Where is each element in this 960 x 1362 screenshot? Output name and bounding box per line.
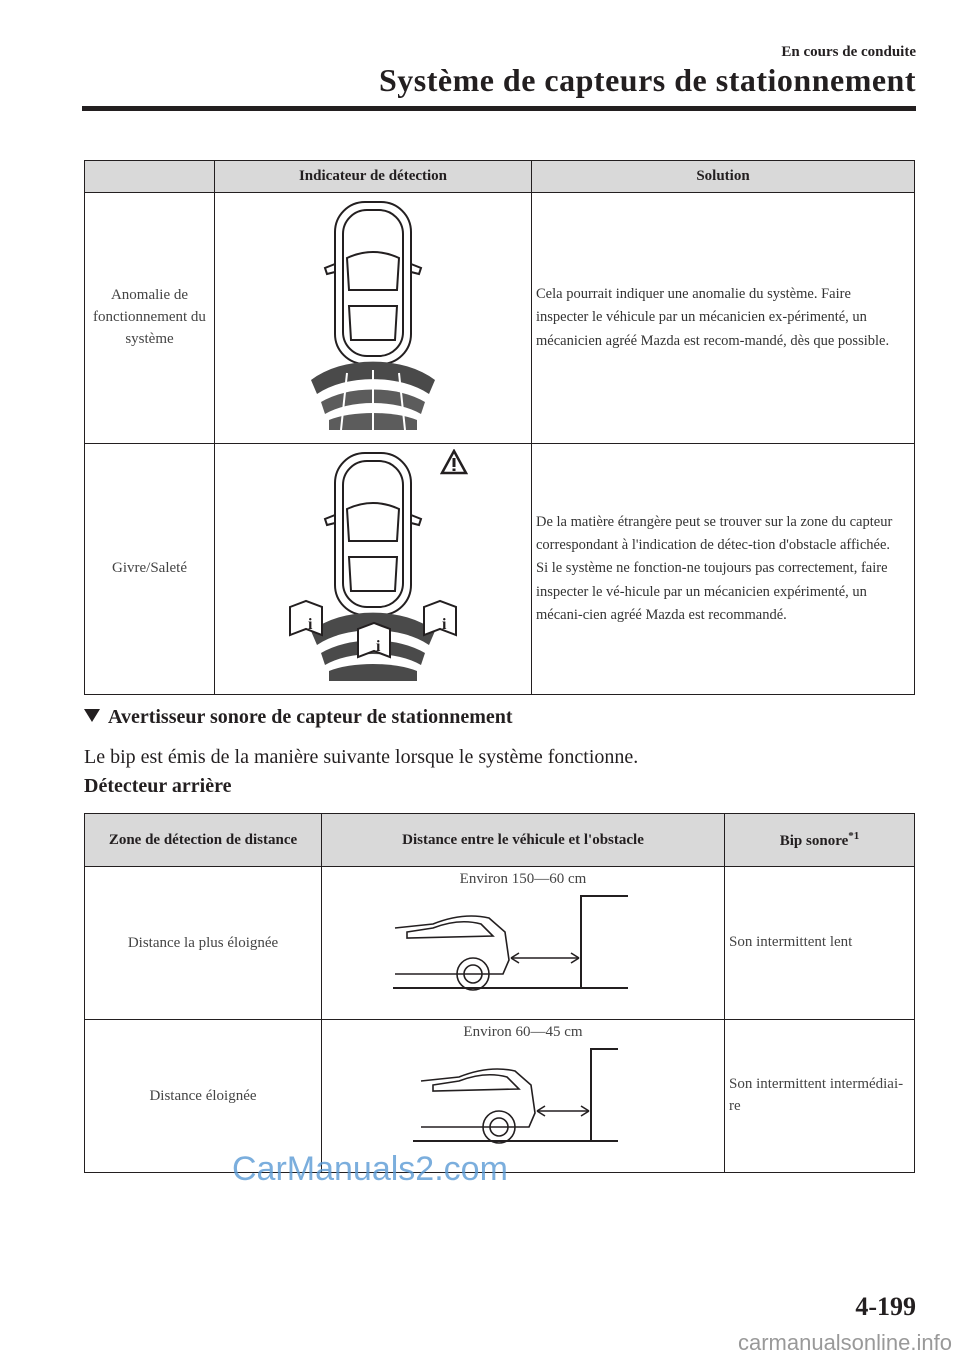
beep-table bbox=[84, 813, 915, 1173]
table-header-cell: Zone de détection de distance bbox=[85, 814, 322, 867]
subheading: Détecteur arrière bbox=[84, 775, 232, 797]
bip-header-text: Bip sonore bbox=[779, 832, 849, 849]
table-header-cell: Distance entre le véhicule et l'obstacle bbox=[322, 814, 725, 867]
table-header-cell: Indicateur de détection bbox=[215, 161, 532, 193]
car-side-view-icon bbox=[393, 1041, 653, 1156]
car-top-view-icon bbox=[288, 449, 458, 684]
bip-cell: Son intermittent intermédiai-re bbox=[725, 1020, 915, 1173]
table-header-cell bbox=[85, 161, 215, 193]
table-header-row bbox=[85, 814, 915, 867]
condition-cell: Anomalie de fonctionnement du système bbox=[85, 193, 215, 444]
distance-label: Environ 60―45 cm bbox=[463, 1024, 583, 1040]
table-header-row bbox=[85, 161, 915, 193]
distance-cell bbox=[322, 867, 725, 1020]
zone-cell: Distance éloignée bbox=[85, 1020, 322, 1173]
detection-indicator-table bbox=[84, 160, 915, 695]
indicator-cell bbox=[215, 193, 532, 444]
indicator-cell bbox=[215, 444, 532, 695]
zone-cell: Distance la plus éloignée bbox=[85, 867, 322, 1020]
car-top-view-icon bbox=[293, 198, 453, 433]
footer-watermark: carmanualsonline.info bbox=[737, 1330, 952, 1355]
section-heading bbox=[84, 706, 513, 729]
section-triangle-icon bbox=[84, 709, 100, 722]
svg-text:i: i bbox=[442, 616, 447, 633]
table-row bbox=[85, 193, 915, 444]
footnote-marker: *1 bbox=[848, 829, 860, 842]
warning-triangle-icon bbox=[440, 449, 468, 475]
page-number: 4-199 bbox=[855, 1292, 916, 1321]
car-side-view-icon bbox=[393, 888, 653, 1003]
table-row bbox=[85, 867, 915, 1020]
svg-text:i: i bbox=[376, 638, 381, 655]
table-row bbox=[85, 444, 915, 695]
table-header-cell: Solution bbox=[532, 161, 915, 193]
info-book-icon bbox=[290, 601, 456, 657]
page-title: Système de capteurs de stationnement bbox=[378, 62, 916, 98]
solution-cell: De la matière étrangère peut se trouver sur la zone du capteur correspondant à l'indication de détec-tion d'obstacle affichée. Si le système ne fonction-ne toujours pas correctement, faire inspecter le vé-hicule par un mécanicien expérimenté, un mécani-cien agréé Mazda est recommandé. bbox=[532, 444, 915, 695]
condition-cell: Givre/Saleté bbox=[85, 444, 215, 695]
svg-text:i: i bbox=[308, 616, 313, 633]
bip-cell: Son intermittent lent bbox=[725, 867, 915, 1020]
section-paragraph: Le bip est émis de la manière suivante lorsque le système fonctionne. bbox=[84, 746, 639, 768]
header-section: En cours de conduite bbox=[781, 44, 916, 60]
table-header-cell bbox=[725, 814, 915, 867]
solution-cell: Cela pourrait indiquer une anomalie du système. Faire inspecter le véhicule par un mécanicien ex-périmenté, un mécanicien agréé Mazda est recom-mandé, dès que possible. bbox=[532, 193, 915, 444]
section-heading-text: Avertisseur sonore de capteur de stationnement bbox=[108, 706, 513, 728]
distance-label: Environ 150―60 cm bbox=[459, 871, 587, 887]
header-divider bbox=[82, 106, 916, 111]
watermark: CarManuals2.com bbox=[232, 1150, 508, 1188]
